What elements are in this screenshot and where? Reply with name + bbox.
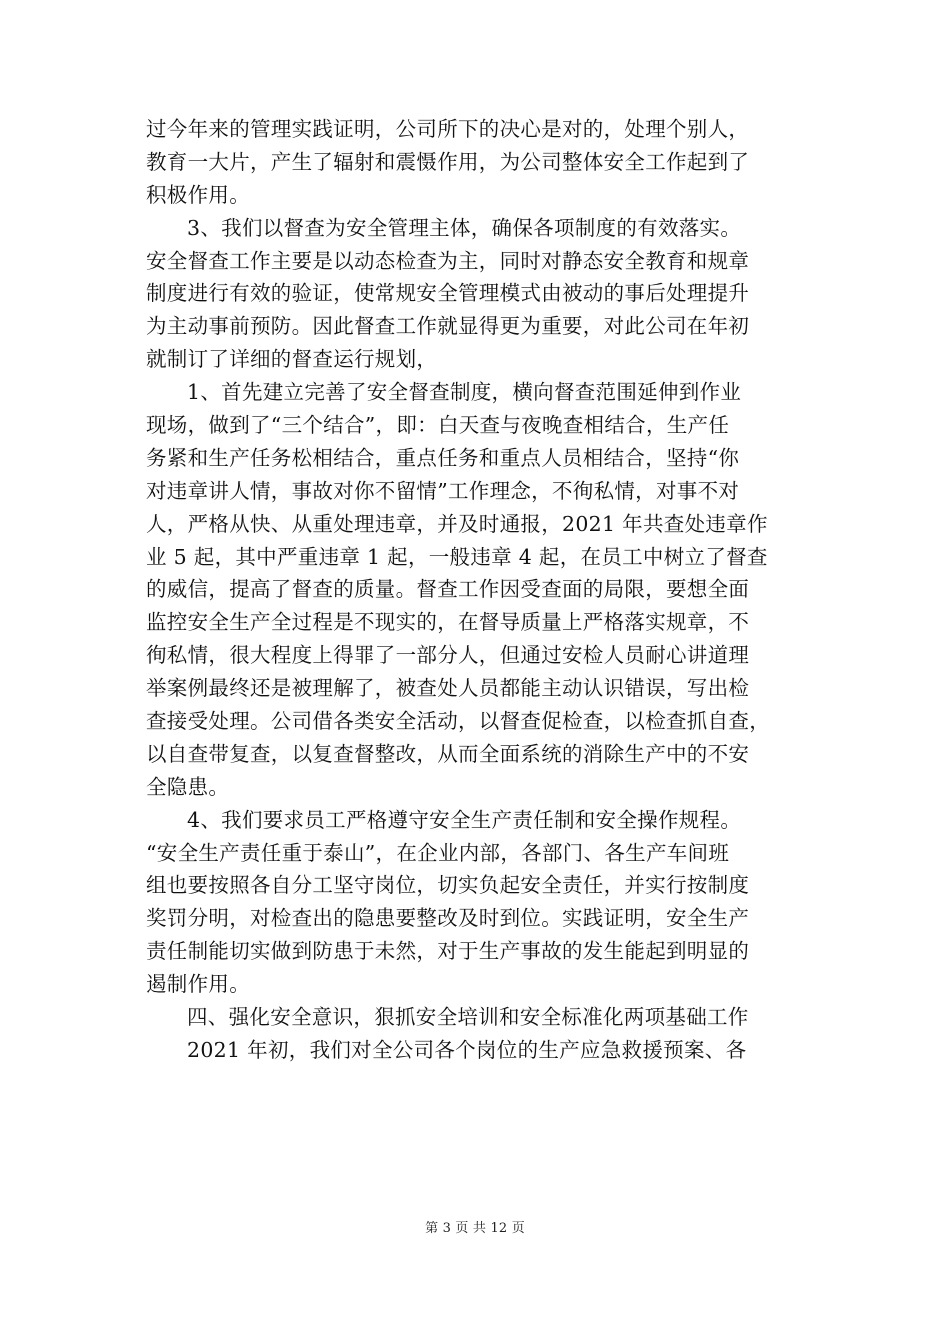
text-line: 的威信，提高了督查的质量。督查工作因受查面的局限，要想全面	[146, 577, 750, 602]
text-line: 积极作用。	[146, 182, 250, 207]
text-line: 对违章讲人情，事故对你不留情”工作理念，不徇私情，对事不对	[146, 478, 740, 503]
text-line: 为主动事前预防。因此督查工作就显得更为重要，对此公司在年初	[146, 314, 750, 339]
text-line: 奖罚分明，对检查出的隐患要整改及时到位。实践证明，安全生产	[146, 906, 750, 931]
text-line: 监控安全生产全过程是不现实的，在督导质量上严格落实规章，不	[146, 610, 750, 635]
text-line: 过今年来的管理实践证明，公司所下的决心是对的，处理个别人，	[146, 117, 750, 141]
text-line: 2021 年初，我们对全公司各个岗位的生产应急救援预案、各	[187, 1037, 747, 1062]
text-line: 4、我们要求员工严格遵守安全生产责任制和安全操作规程。	[187, 807, 742, 832]
text-line: 组也要按照各自分工坚守岗位，切实负起安全责任，并实行按制度	[146, 873, 750, 898]
text-line: 现场，做到了“三个结合”，即：白天查与夜晚查相结合，生产任	[146, 413, 730, 438]
text-line: 安全督查工作主要是以动态检查为主，同时对静态安全教育和规章	[146, 248, 750, 273]
text-line: 人，严格从快、从重处理违章，并及时通报，2021 年共查处违章作	[146, 511, 768, 536]
text-line: 以自查带复查，以复查督整改，从而全面系统的消除生产中的不安	[146, 741, 750, 766]
text-line: 遏制作用。	[146, 972, 250, 997]
text-line: 举案例最终还是被理解了，被查处人员都能主动认识错误，写出检	[146, 676, 750, 701]
text-line: 教育一大片，产生了辐射和震慑作用，为公司整体安全工作起到了	[146, 149, 750, 174]
page-footer: 第 3 页 共 12 页	[425, 1221, 525, 1236]
text-line: 徇私情，很大程度上得罪了一部分人，但通过安检人员耐心讲道理	[146, 643, 750, 668]
text-line: 四、强化安全意识，狠抓安全培训和安全标准化两项基础工作	[187, 1005, 749, 1030]
document-body	[146, 113, 806, 1067]
text-line: 查接受处理。公司借各类安全活动，以督查促检查，以检查抓自查，	[146, 709, 770, 734]
text-line: 制度进行有效的验证，使常规安全管理模式由被动的事后处理提升	[146, 281, 750, 306]
text-line: 就制订了详细的督查运行规划，	[146, 347, 438, 372]
text-line: “安全生产责任重于泰山”，在企业内部，各部门、各生产车间班	[146, 840, 730, 865]
text-line: 务紧和生产任务松相结合，重点任务和重点人员相结合，坚持“你	[146, 445, 740, 470]
text-line: 1、首先建立完善了安全督查制度，横向督查范围延伸到作业	[187, 380, 742, 405]
text-line: 全隐患。	[146, 774, 230, 799]
text-line: 业 5 起，其中严重违章 1 起，一般违章 4 起，在员工中树立了督查	[146, 544, 768, 569]
text-line: 3、我们以督查为安全管理主体，确保各项制度的有效落实。	[187, 215, 742, 240]
text-line: 责任制能切实做到防患于未然，对于生产事故的发生能起到明显的	[146, 939, 750, 964]
